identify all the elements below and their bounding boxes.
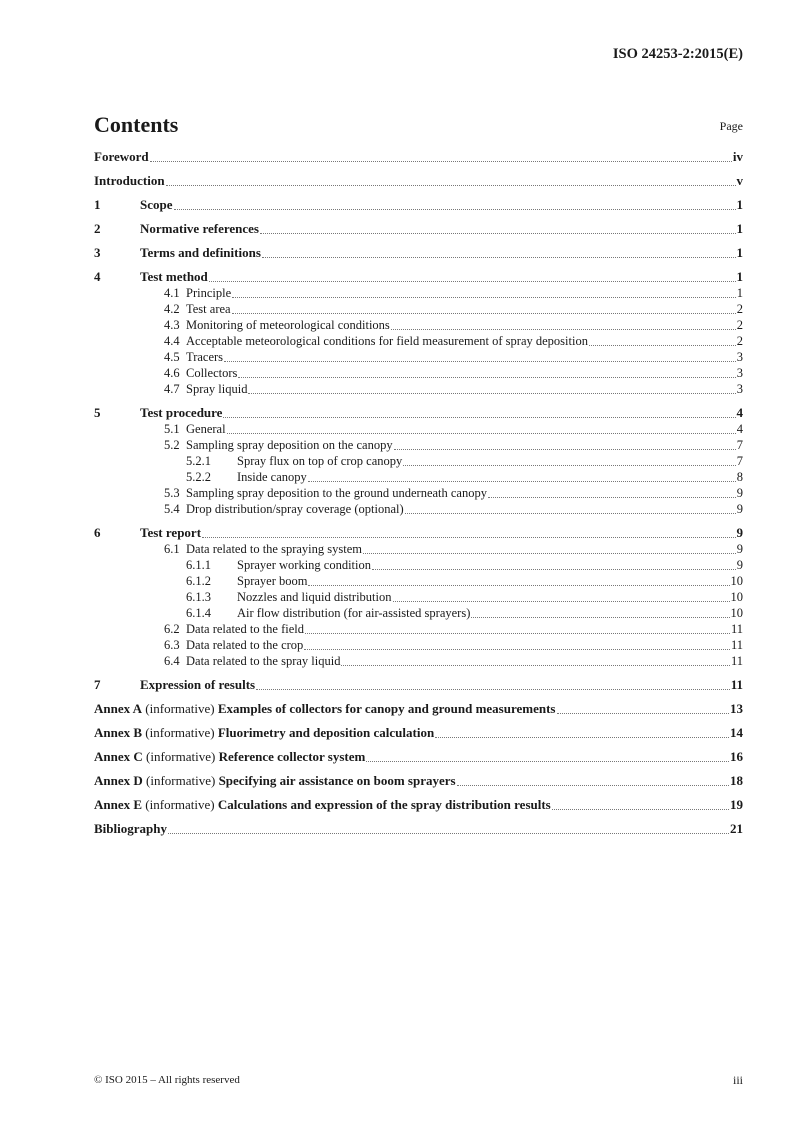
toc-entry-title: Data related to the crop	[186, 638, 304, 652]
toc-entry[interactable]	[94, 333, 743, 349]
annex-label: Annex C	[94, 749, 143, 764]
toc-entry-page: 7	[736, 438, 743, 452]
annex-type: (informative)	[142, 773, 219, 788]
toc-entry-title: Test area	[186, 302, 231, 316]
toc-entry-number: 6.1.1	[186, 558, 211, 572]
toc-entry-title: Test report	[140, 525, 202, 540]
dot-leader	[168, 833, 729, 834]
dot-leader	[403, 465, 736, 466]
toc-entry-page: 1	[736, 245, 743, 260]
document-id: ISO 24253-2:2015(E)	[612, 46, 743, 62]
toc-entry-title: Air flow distribution (for air-assisted sprayers)	[237, 606, 471, 620]
toc-entry-page: 3	[736, 350, 743, 364]
toc-entry-page: 9	[736, 486, 743, 500]
toc-entry[interactable]	[94, 437, 743, 453]
dot-leader	[393, 601, 730, 602]
annex-label: Annex E	[94, 797, 143, 812]
dot-leader	[488, 497, 736, 498]
annex-title: Reference collector system	[218, 749, 366, 764]
toc-entry-number: 5.3	[164, 486, 180, 500]
toc-entry-number: 1	[94, 197, 101, 212]
toc-entry-page: 3	[736, 366, 743, 380]
toc-entry[interactable]	[94, 397, 743, 421]
toc-entry-title: Scope	[140, 197, 173, 212]
dot-leader	[552, 809, 729, 810]
toc-entry-number: 2	[94, 221, 101, 236]
toc-entry[interactable]	[94, 237, 743, 261]
toc-entry[interactable]	[94, 605, 743, 621]
toc-entry[interactable]	[94, 789, 743, 813]
toc-entry[interactable]	[94, 653, 743, 669]
toc-entry[interactable]	[94, 765, 743, 789]
toc-entry-page: 21	[730, 821, 743, 836]
toc-entry-number: 6.1.2	[186, 574, 211, 588]
toc-entry-title: Acceptable meteorological conditions for field measurement of spray deposition	[186, 334, 588, 348]
toc-entry[interactable]	[94, 261, 743, 285]
toc-entry-page: 1	[736, 269, 743, 284]
toc-entry-page: v	[736, 173, 743, 188]
toc-entry-title: Terms and definitions	[140, 245, 261, 260]
toc-entry-number: 5.2.2	[186, 470, 211, 484]
toc-entry[interactable]	[94, 349, 743, 365]
toc-entry-number: 6.2	[164, 622, 180, 636]
toc-entry-page: 19	[730, 797, 743, 812]
toc-entry[interactable]	[94, 621, 743, 637]
toc-entry-page: 4	[736, 405, 743, 420]
toc-entry-number: 6.4	[164, 654, 180, 668]
toc-entry-page: 16	[730, 749, 743, 764]
dot-leader	[308, 585, 729, 586]
toc-entry-number: 4.5	[164, 350, 180, 364]
toc-entry[interactable]	[94, 317, 743, 333]
toc-entry-title: Foreword	[94, 149, 149, 164]
toc-entry[interactable]	[94, 189, 743, 213]
toc-entry[interactable]	[94, 213, 743, 237]
dot-leader	[248, 393, 735, 394]
toc-entry[interactable]	[94, 365, 743, 381]
toc-entry-page: 9	[736, 502, 743, 516]
toc-entry[interactable]	[94, 151, 743, 165]
toc-entry-title: Tracers	[186, 350, 224, 364]
toc-entry-page: 8	[736, 470, 743, 484]
toc-entry[interactable]	[94, 813, 743, 837]
copyright-notice: © ISO 2015 – All rights reserved	[94, 1074, 240, 1086]
toc-entry-title	[94, 701, 556, 717]
dot-leader	[224, 361, 736, 362]
dot-leader	[366, 761, 729, 762]
toc-entry-number: 4.4	[164, 334, 180, 348]
toc-entry-number: 5	[94, 405, 101, 420]
table-of-contents	[94, 151, 743, 837]
toc-entry-page: 13	[730, 701, 743, 716]
toc-entry-title: Spray liquid	[186, 382, 248, 396]
toc-entry[interactable]	[94, 469, 743, 485]
annex-title: Calculations and expression of the spray distribution results	[217, 797, 551, 812]
toc-entry-title: Collectors	[186, 366, 238, 380]
toc-entry-page: 10	[730, 606, 743, 620]
toc-entry-number: 4.7	[164, 382, 180, 396]
toc-entry-number: 5.4	[164, 502, 180, 516]
dot-leader	[435, 737, 729, 738]
toc-entry[interactable]	[94, 301, 743, 317]
toc-entry-title: Bibliography	[94, 821, 167, 836]
toc-entry[interactable]	[94, 421, 743, 437]
dot-leader	[223, 417, 735, 418]
dot-leader	[557, 713, 730, 714]
toc-entry-page: 11	[730, 622, 743, 636]
toc-entry-title: Expression of results	[140, 677, 256, 692]
toc-entry-number: 4.2	[164, 302, 180, 316]
toc-entry-number: 6	[94, 525, 101, 540]
dot-leader	[372, 569, 736, 570]
dot-leader	[589, 345, 736, 346]
toc-entry-page: 11	[730, 654, 743, 668]
toc-entry-number: 4.3	[164, 318, 180, 332]
toc-entry-page: 9	[736, 542, 743, 556]
dot-leader	[391, 329, 736, 330]
dot-leader	[227, 433, 736, 434]
toc-entry[interactable]	[94, 693, 743, 717]
dot-leader	[457, 785, 729, 786]
toc-entry[interactable]	[94, 573, 743, 589]
toc-entry-number: 6.1.3	[186, 590, 211, 604]
toc-entry-page: 10	[730, 574, 743, 588]
toc-entry-page: 9	[736, 558, 743, 572]
toc-entry-title: Sampling spray deposition to the ground underneath canopy	[186, 486, 487, 500]
toc-entry[interactable]	[94, 589, 743, 605]
dot-leader	[202, 537, 735, 538]
toc-entry-title	[94, 725, 434, 741]
dot-leader	[363, 553, 736, 554]
toc-entry-title: Sprayer boom	[237, 574, 308, 588]
toc-entry-title: Data related to the spraying system	[186, 542, 362, 556]
toc-entry-title: Nozzles and liquid distribution	[237, 590, 392, 604]
toc-entry-number: 4.1	[164, 286, 180, 300]
toc-entry[interactable]	[94, 165, 743, 189]
dot-leader	[394, 449, 736, 450]
toc-entry-number: 4	[94, 269, 101, 284]
toc-entry[interactable]	[94, 285, 743, 301]
toc-entry-page: 1	[736, 221, 743, 236]
dot-leader	[305, 633, 730, 634]
toc-entry-number: 3	[94, 245, 101, 260]
toc-entry[interactable]	[94, 637, 743, 653]
toc-entry-page: 1	[736, 197, 743, 212]
dot-leader	[405, 513, 736, 514]
annex-label: Annex A	[94, 701, 143, 716]
toc-entry-title: Normative references	[140, 221, 259, 236]
toc-entry-page: 10	[730, 590, 743, 604]
dot-leader	[304, 649, 730, 650]
toc-entry-title: General	[186, 422, 226, 436]
toc-entry[interactable]	[94, 517, 743, 541]
toc-entry-title: Spray flux on top of crop canopy	[237, 454, 403, 468]
toc-entry-title: Monitoring of meteorological conditions	[186, 318, 390, 332]
toc-entry-page: iv	[732, 149, 743, 164]
page-number: iii	[732, 1073, 743, 1087]
toc-entry-title	[94, 749, 365, 765]
page-column-label: Page	[719, 119, 743, 133]
toc-entry-number: 6.1	[164, 542, 180, 556]
toc-entry[interactable]	[94, 381, 743, 397]
toc-entry-title: Sampling spray deposition on the canopy	[186, 438, 393, 452]
toc-entry-number: 6.1.4	[186, 606, 211, 620]
toc-entry-page: 4	[736, 422, 743, 436]
dot-leader	[209, 281, 736, 282]
toc-entry[interactable]	[94, 557, 743, 573]
toc-entry-title	[94, 773, 456, 789]
toc-entry-title: Test method	[140, 269, 208, 284]
dot-leader	[166, 185, 736, 186]
toc-entry-number: 5.2	[164, 438, 180, 452]
toc-entry[interactable]	[94, 453, 743, 469]
toc-entry-number: 4.6	[164, 366, 180, 380]
annex-title: Examples of collectors for canopy and ground measurements	[217, 701, 556, 716]
dot-leader	[232, 297, 736, 298]
dot-leader	[471, 617, 729, 618]
toc-entry-page: 2	[736, 318, 743, 332]
dot-leader	[256, 689, 730, 690]
toc-entry-title: Introduction	[94, 173, 165, 188]
dot-leader	[150, 161, 732, 162]
toc-entry-page: 11	[730, 677, 743, 692]
annex-type: (informative)	[142, 701, 218, 716]
toc-entry-page: 11	[730, 638, 743, 652]
toc-entry-title: Data related to the field	[186, 622, 304, 636]
dot-leader	[232, 313, 736, 314]
toc-entry[interactable]	[94, 669, 743, 693]
page-title: Contents	[94, 112, 179, 137]
toc-entry-number: 5.1	[164, 422, 180, 436]
toc-entry[interactable]	[94, 485, 743, 501]
toc-entry-title: Principle	[186, 286, 232, 300]
toc-entry[interactable]	[94, 541, 743, 557]
toc-entry-page: 18	[730, 773, 743, 788]
toc-entry[interactable]	[94, 717, 743, 741]
dot-leader	[238, 377, 735, 378]
toc-entry-page: 2	[736, 334, 743, 348]
toc-entry-page: 2	[736, 302, 743, 316]
annex-label: Annex D	[94, 773, 143, 788]
toc-entry[interactable]	[94, 501, 743, 517]
annex-type: (informative)	[142, 749, 219, 764]
dot-leader	[260, 233, 736, 234]
annex-type: (informative)	[142, 797, 218, 812]
dot-leader	[174, 209, 736, 210]
annex-title: Fluorimetry and deposition calculation	[217, 725, 435, 740]
toc-entry-number: 6.3	[164, 638, 180, 652]
dot-leader	[341, 665, 729, 666]
toc-entry-title: Inside canopy	[237, 470, 307, 484]
toc-entry-title: Sprayer working condition	[237, 558, 372, 572]
toc-entry-page: 9	[736, 525, 743, 540]
toc-entry-page: 1	[736, 286, 743, 300]
dot-leader	[308, 481, 736, 482]
annex-type: (informative)	[142, 725, 218, 740]
toc-entry-title	[94, 797, 551, 813]
toc-entry-number: 5.2.1	[186, 454, 211, 468]
toc-entry-number: 7	[94, 677, 101, 692]
toc-entry[interactable]	[94, 741, 743, 765]
toc-entry-title: Data related to the spray liquid	[186, 654, 341, 668]
toc-entry-title: Test procedure	[140, 405, 223, 420]
annex-label: Annex B	[94, 725, 143, 740]
toc-entry-page: 14	[730, 725, 743, 740]
dot-leader	[262, 257, 736, 258]
toc-entry-page: 3	[736, 382, 743, 396]
toc-entry-title: Drop distribution/spray coverage (optional)	[186, 502, 404, 516]
toc-entry-page: 7	[736, 454, 743, 468]
annex-title: Specifying air assistance on boom sprayers	[218, 773, 456, 788]
